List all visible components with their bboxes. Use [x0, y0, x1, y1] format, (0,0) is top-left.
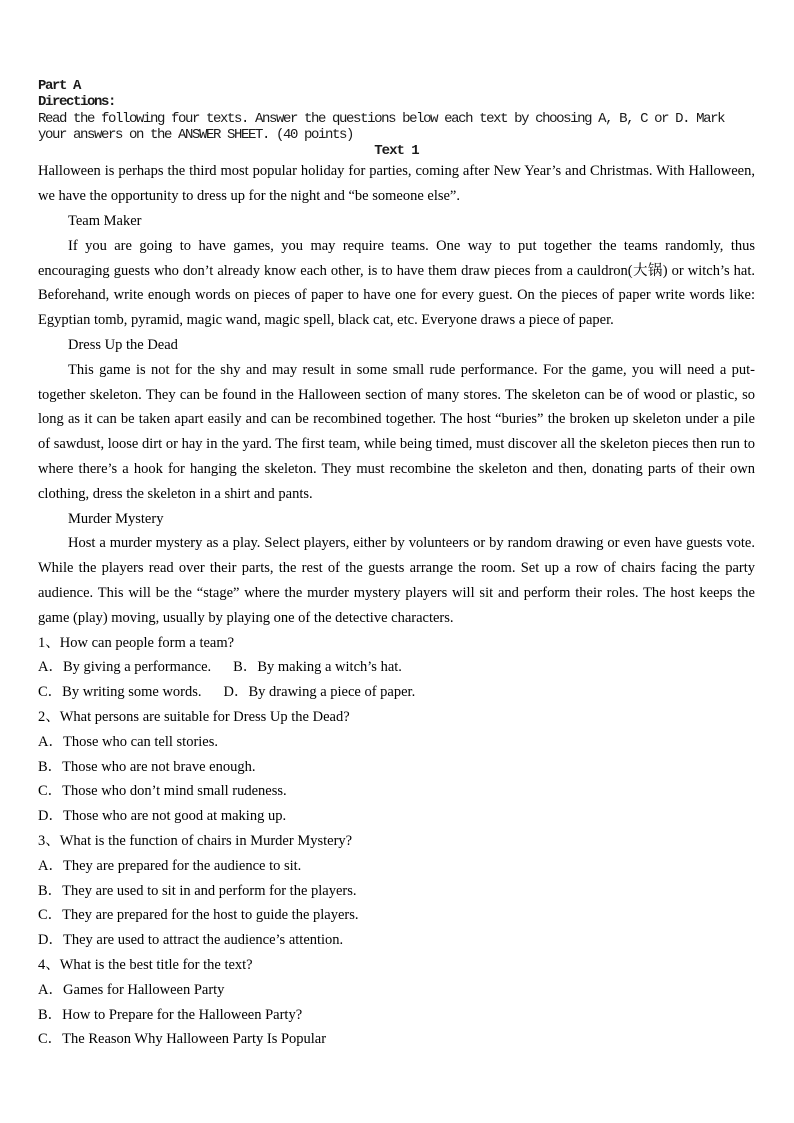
question-2-text: What persons are suitable for Dress Up the Dead?	[59, 709, 350, 726]
question-1-option-b: B．By making a witch’s hat.	[233, 659, 402, 676]
question-1-number: 1、	[38, 634, 60, 651]
question-2-option-d	[38, 804, 755, 829]
directions-text: Read the following four texts. Answer the questions below each text by choosing A, B, C or D. Mark your answers on the ANSWER SHEET. (40 points)	[38, 110, 725, 143]
question-2-option-b	[38, 755, 755, 780]
question-3-option-b	[38, 879, 755, 904]
reading-passage	[38, 159, 755, 630]
question-2-stem	[38, 705, 755, 730]
question-3-number: 3、	[38, 833, 60, 849]
question-3-text: What is the function of chairs in Murder Mystery?	[59, 833, 353, 849]
question-3-option-a	[38, 854, 755, 879]
question-4-option-a	[38, 978, 755, 1003]
question-4-stem	[38, 953, 755, 978]
question-4-text: What is the best title for the text?	[59, 956, 253, 973]
question-1-option-c: C．By writing some words.	[38, 684, 202, 701]
question-4-option-c	[38, 1027, 755, 1052]
part-label: Part A	[38, 78, 81, 94]
exam-page	[38, 78, 755, 1052]
question-2-number: 2、	[38, 709, 60, 726]
question-1	[38, 631, 755, 705]
question-1-stem	[38, 631, 755, 656]
section-body-dress-up-the-dead: This game is not for the shy and may result in some small rude performance. For the game, you will need a put-together skeleton. They can be found in the Halloween section of many stores. The skeleton can be of wood or plastic, so long as it can be taken apart easily and can be recombined together. The host “buries” the broken up skeleton under a pile of sawdust, loose dirt or hay in the yard. The first team, while being timed, must discover all the skeleton pieces then run to where there’s a hook for hanging the skeleton. They must recombine the skeleton and then, donating parts of their own clothing, dress the skeleton in a shirt and pants.	[38, 361, 755, 502]
option-text: C．They are prepared for the host to guide the players.	[38, 907, 359, 924]
option-text: C．Those who don’t mind small rudeness.	[38, 783, 287, 800]
question-1-options-row-2	[38, 680, 755, 705]
option-text: B．Those who are not brave enough.	[38, 758, 256, 775]
question-1-option-a: A．By giving a performance.	[38, 659, 212, 676]
option-text: A．They are prepared for the audience to sit.	[38, 857, 302, 874]
text-title: Text 1	[374, 143, 419, 160]
option-text: B．How to Prepare for the Halloween Party?	[38, 1006, 303, 1023]
option-text: B．They are used to sit in and perform for the players.	[38, 882, 357, 899]
question-1-text: How can people form a team?	[59, 634, 235, 651]
question-1-option-d: D．By drawing a piece of paper.	[223, 684, 416, 701]
section-body-team-maker: If you are going to have games, you may require teams. One way to put together the teams randomly, thus encouraging guests who don’t already know each other, is to have them draw pieces from a cauldron(大锅) or witch’s hat. Beforehand, write enough words on pieces of paper to have one for every guest. On the pieces of paper write words like: Egyptian tomb, pyramid, magic wand, magic spell, black cat, etc. Everyone draws a piece of paper.	[38, 237, 755, 329]
question-4-number: 4、	[38, 956, 60, 973]
option-text: C．The Reason Why Halloween Party Is Popular	[38, 1031, 327, 1048]
questions-block	[38, 631, 755, 1053]
directions-label: Directions:	[38, 94, 116, 111]
question-3-option-c	[38, 903, 755, 928]
option-text: A．Games for Halloween Party	[38, 981, 225, 998]
section-heading-murder-mystery: Murder Mystery	[68, 510, 164, 527]
section-heading-dress-up-the-dead: Dress Up the Dead	[68, 337, 178, 354]
question-3-option-d	[38, 928, 755, 953]
question-3	[38, 829, 755, 953]
question-3-stem	[38, 829, 755, 854]
header-block	[38, 78, 755, 159]
question-4-option-b	[38, 1003, 755, 1028]
passage-intro: Halloween is perhaps the third most popular holiday for parties, coming after New Year’s and Christmas. With Halloween, we have the opportunity to dress up for the night and “be someone else”.	[38, 163, 755, 205]
question-4	[38, 953, 755, 1052]
option-text: D．Those who are not good at making up.	[38, 808, 287, 825]
option-text: D．They are used to attract the audience’s attention.	[38, 932, 344, 949]
section-heading-team-maker: Team Maker	[68, 213, 142, 230]
question-1-options-row-1	[38, 655, 755, 680]
section-body-murder-mystery: Host a murder mystery as a play. Select players, either by volunteers or by random drawing or even have guests vote. While the players read over their parts, the rest of the guests arrange the room. Set up a row of chairs facing the party audience. This will be the “stage” where the murder mystery players will sit and perform their roles. The host keeps the game (play) moving, usually by playing one of the detective characters.	[38, 535, 755, 626]
question-2-option-a	[38, 730, 755, 755]
question-2-option-c	[38, 779, 755, 804]
question-2	[38, 705, 755, 829]
option-text: A．Those who can tell stories.	[38, 733, 219, 750]
